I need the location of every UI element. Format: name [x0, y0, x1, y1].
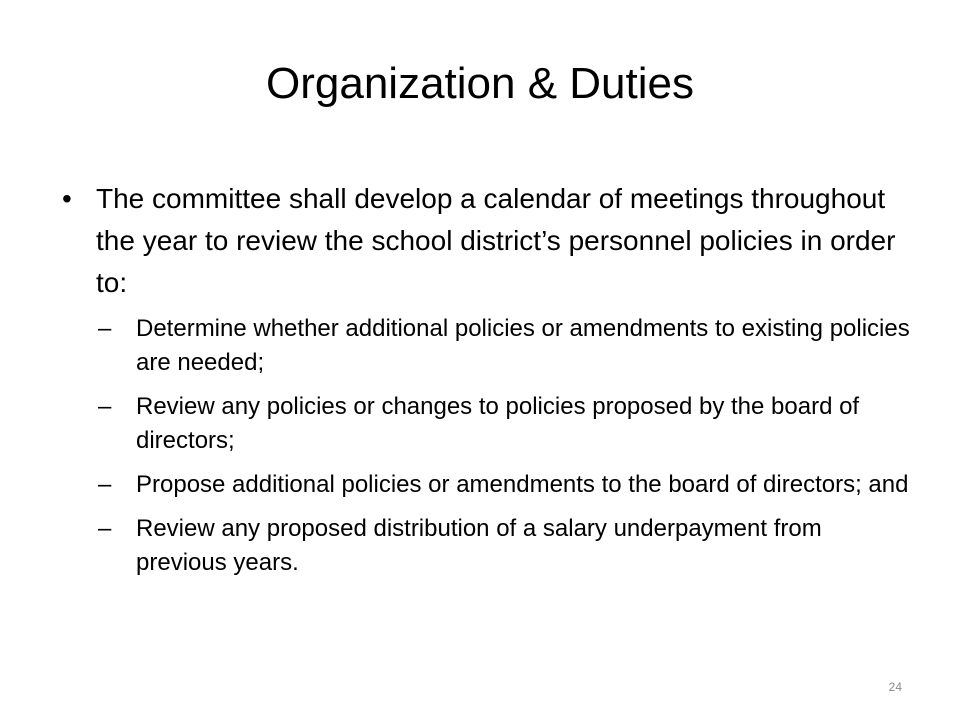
- sub-bullet-text: Determine whether additional policies or amendments to existing policies are needed;: [136, 315, 910, 376]
- sub-bullet-text: Review any proposed distribution of a salary underpayment from previous years.: [136, 515, 822, 576]
- dash-icon: –: [98, 515, 112, 542]
- page-number: 24: [888, 680, 902, 694]
- bullet-icon: •: [62, 183, 72, 214]
- dash-icon: –: [98, 393, 112, 420]
- sub-bullet-text: Review any policies or changes to policies proposed by the board of directors;: [136, 393, 860, 454]
- sub-bullet-item: [62, 312, 912, 380]
- dash-icon: –: [98, 315, 112, 342]
- sub-bullet-item: [62, 512, 912, 580]
- slide-title: Organization & Duties: [266, 59, 694, 108]
- dash-icon: –: [98, 471, 112, 498]
- sub-bullet-text: Propose additional policies or amendments to the board of directors; and: [136, 471, 909, 498]
- main-bullet-text: The committee shall develop a calendar of meetings throughout the year to review the school district’s personnel policies in order to:: [96, 183, 896, 298]
- sub-bullet-list: [62, 312, 912, 580]
- main-bullet: [62, 178, 912, 304]
- sub-bullet-item: [62, 390, 912, 458]
- slide-content: [62, 178, 912, 590]
- sub-bullet-item: [62, 468, 912, 502]
